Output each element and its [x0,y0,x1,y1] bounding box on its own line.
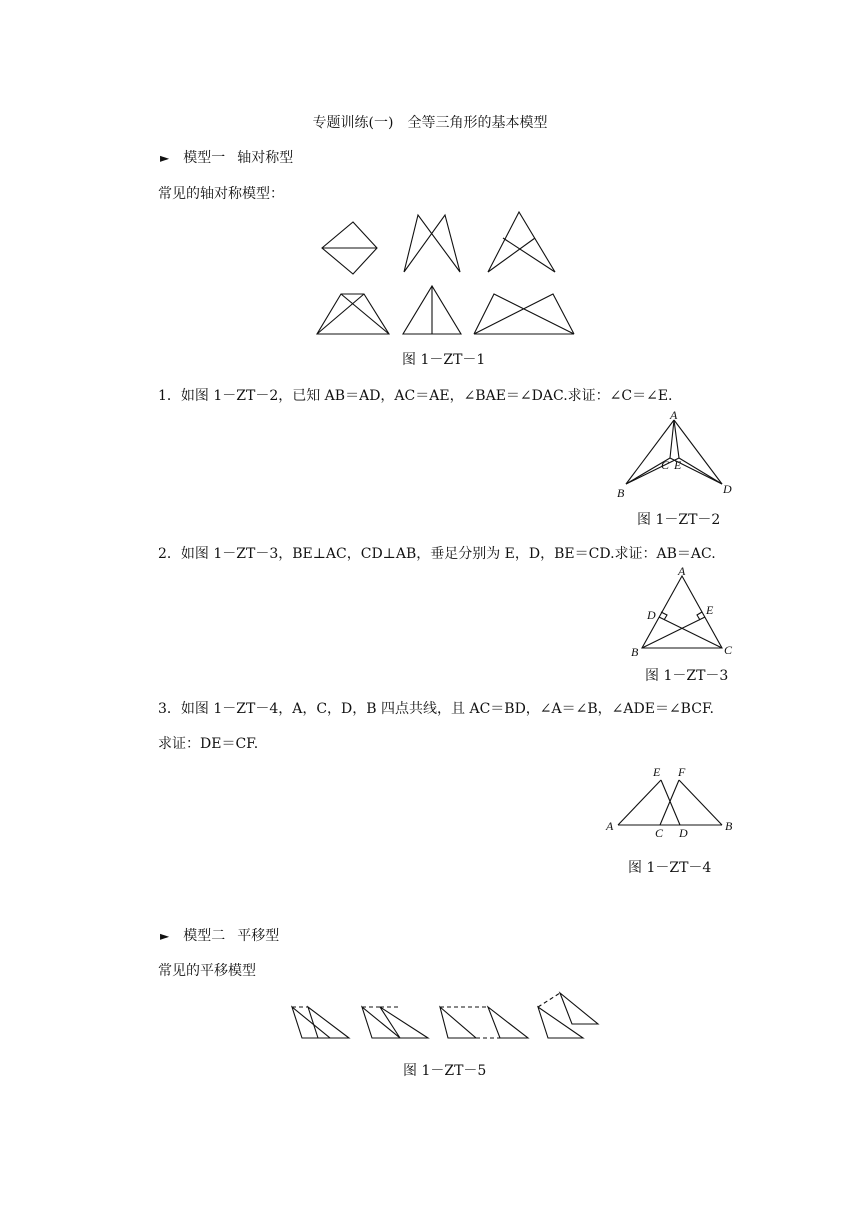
label-E: E [674,458,682,472]
section-label: 模型一 [183,150,226,166]
figure-3-caption: 图 1－ZT－3 [645,668,729,684]
label-E: E [706,603,714,617]
question-1-text: 1．如图 1－ZT－2，已知 AB＝AD，AC＝AE，∠BAE＝∠DAC.求证：∠C＝∠E. [158,388,673,404]
triangle-marker-icon: ► [160,929,170,943]
question-2-text: 2．如图 1－ZT－3，BE⊥AC，CD⊥AB，垂足分别为 E，D，BE＝CD.求证：AB＝AC. [158,546,716,562]
question-3-text: 3．如图 1－ZT－4，A，C，D，B 四点共线，且 AC＝BD，∠A＝∠B，∠ADE＝∠BCF. [158,701,714,717]
label-C: C [655,826,664,840]
translation-shape-1a [292,1007,330,1038]
label-A: A [678,564,686,578]
section-label: 模型二 [183,928,226,944]
section-name: 轴对称型 [237,150,294,166]
figure-5-caption: 图 1－ZT－5 [403,1063,487,1079]
label-C: C [724,643,733,657]
label-A: A [670,408,678,422]
intro-text-1: 常见的轴对称模型： [158,186,284,202]
label-C: C [661,458,670,472]
label-D: D [723,482,732,496]
label-D: D [647,608,656,622]
label-B: B [631,645,639,659]
label-B: B [617,486,625,500]
label-D: D [679,826,688,840]
figure-2-caption: 图 1－ZT－2 [637,512,721,528]
label-F: F [678,765,686,779]
triangle-marker-icon: ► [160,151,170,165]
page-title: 专题训练(一) 全等三角形的基本模型 [312,115,548,131]
question-3-text-line-2: 求证：DE＝CF. [158,736,259,752]
intro-text-2: 常见的平移模型 [158,963,256,979]
figure-1-caption: 图 1－ZT－1 [402,352,486,368]
section-name: 平移型 [237,928,280,944]
figure-4-caption: 图 1－ZT－4 [628,860,712,876]
label-E: E [653,765,661,779]
label-A: A [606,819,614,833]
label-B: B [725,819,733,833]
